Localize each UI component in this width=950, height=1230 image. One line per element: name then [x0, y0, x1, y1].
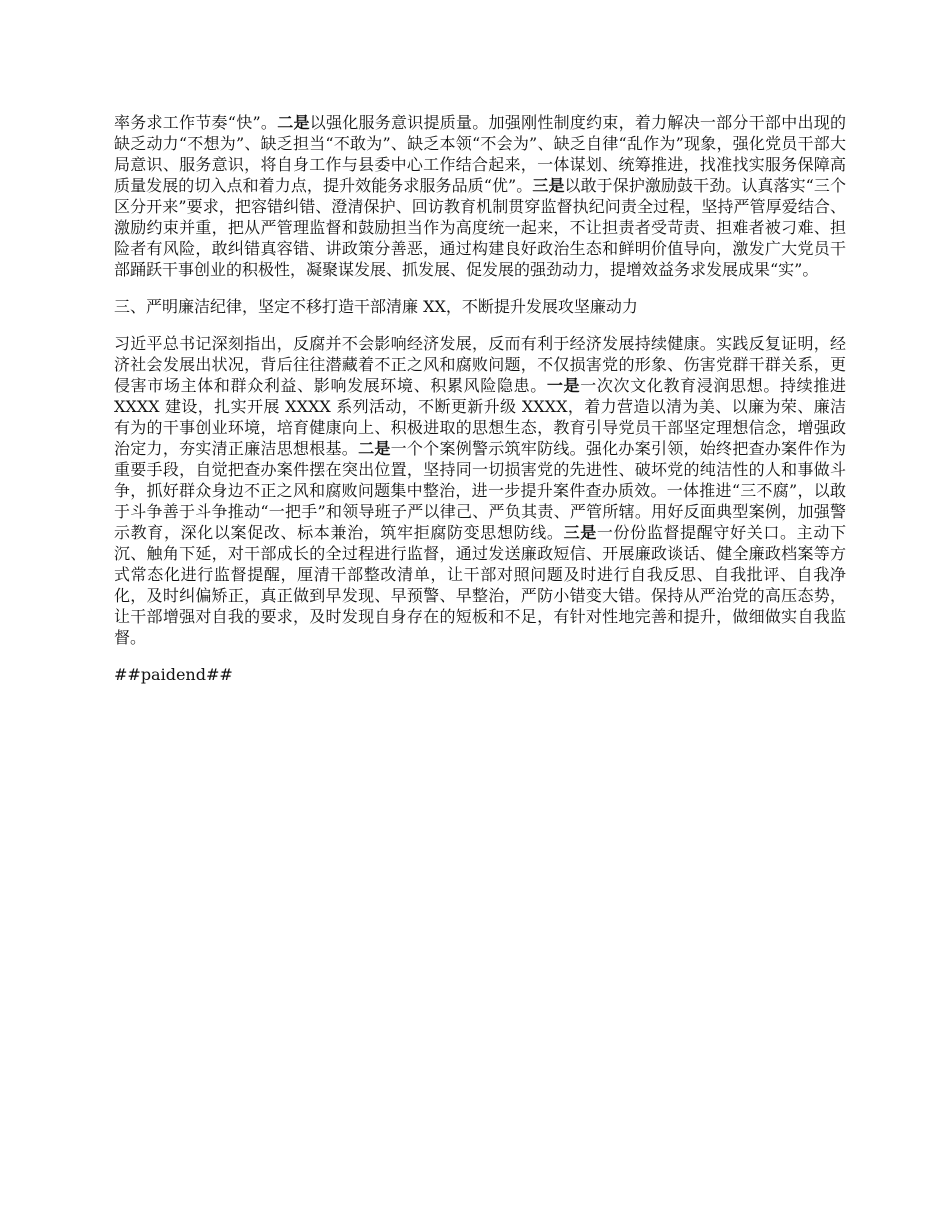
paragraph-text: 一次次文化教育浸润思想。持续推进 XXXX 建设，扎实开展 XXXX 系列活动，不断更新升级 XXXX，着力营造以清为美、以廉为荣、廉洁有为的干事创业环境，培育健康向上、积极进取的思想生态，教育引导党员干部坚定理想信念，增强政治定力，夯实清正廉洁思想根基。: [114, 376, 846, 458]
paragraph-text: 一份份监督提醒守好关口。主动下沉、触角下延，对干部成长的全过程进行监督，通过发送廉政短信、开展廉政谈话、健全廉政档案等方式常态化进行监督提醒，厘清干部整改清单，让干部对照问题及时进行自我反思、自我批评、自我净化，及时纠偏矫正，真正做到早发现、早预警、早整治，严防小错变大错。保持从严治党的高压态势，让干部增强对自我的要求，及时发现自身存在的短板和不足，有针对性地完善和提升，做细做实自我监督。: [114, 523, 846, 647]
paragraph-text: 以强化服务意识提质量。加强刚性制度约束，着力解决一部分干部中出现的缺乏动力“不想为”、缺乏担当“不敢为”、缺乏本领“不会为”、缺乏自律“乱作为”现象，强化党员干部大局意识、服务意识，将自身工作与县委中心工作结合起来，一体谋划、统筹推进，找准找实服务保障高质量发展的切入点和着力点，提升效能务求服务品质“优”。: [114, 113, 846, 195]
document-body: [114, 112, 846, 701]
paragraph-text: 以敢于保护激励鼓干劲。认真落实“三个区分开来”要求，把容错纠错、澄清保护、回访教育机制贯穿监督执纪问责全过程，坚持严管厚爱结合、激励约束并重，把从严管理监督和鼓励担当作为高度统一起来，不让担责者受苛责、担难者被刁难、担险者有风险，敢纠错真容错、讲政策分善恶，通过构建良好政治生态和鲜明价值导向，激发广大党员干部踊跃干事创业的积极性，凝聚谋发展、抓发展、促发展的强劲动力，提增效益务求发展成果“实”。: [114, 176, 846, 279]
paragraph-text: 率务求工作节奏“快”。: [114, 113, 278, 132]
point-marker: 三是: [563, 523, 597, 542]
paragraph-text: 习近平总书记深刻指出，反腐并不会影响经济发展，反而有利于经济发展持续健康。实践反复证明，经济社会发展出状况，背后往往潜藏着不正之风和腐败问题，不仅损害党的形象、伤害党群干群关系，更侵害市场主体和群众利益、影响发展环境、积累风险隐患。: [114, 334, 846, 395]
paragraph-integrity-discipline: [114, 333, 846, 648]
point-marker: 一是: [546, 376, 581, 395]
paragraph-service-and-incentives: [114, 112, 846, 280]
point-marker: 三是: [532, 176, 565, 195]
paragraph-text: 一个个案例警示筑牢防线。强化办案引领，始终把查办案件作为重要手段，自觉把查办案件摆在突出位置，坚持同一切损害党的先进性、破坏党的纯洁性的人和事做斗争，抓好群众身边不正之风和腐败问题集中整治，进一步提升案件查办质效。一体推进“三不腐”，以敢于斗争善于斗争推动“一把手”和领导班子严以律己、严负其责、严管所辖。用好反面典型案例，加强警示教育，深化以案促改、标本兼治，筑牢拒腐防变思想防线。: [114, 439, 846, 542]
point-marker: 二是: [358, 439, 391, 458]
section-heading: 三、严明廉洁纪律，坚定不移打造干部清廉 XX，不断提升发展攻坚廉动力: [114, 297, 638, 316]
point-marker: 二是: [277, 113, 310, 132]
end-marker: ##paidend##: [114, 665, 233, 684]
